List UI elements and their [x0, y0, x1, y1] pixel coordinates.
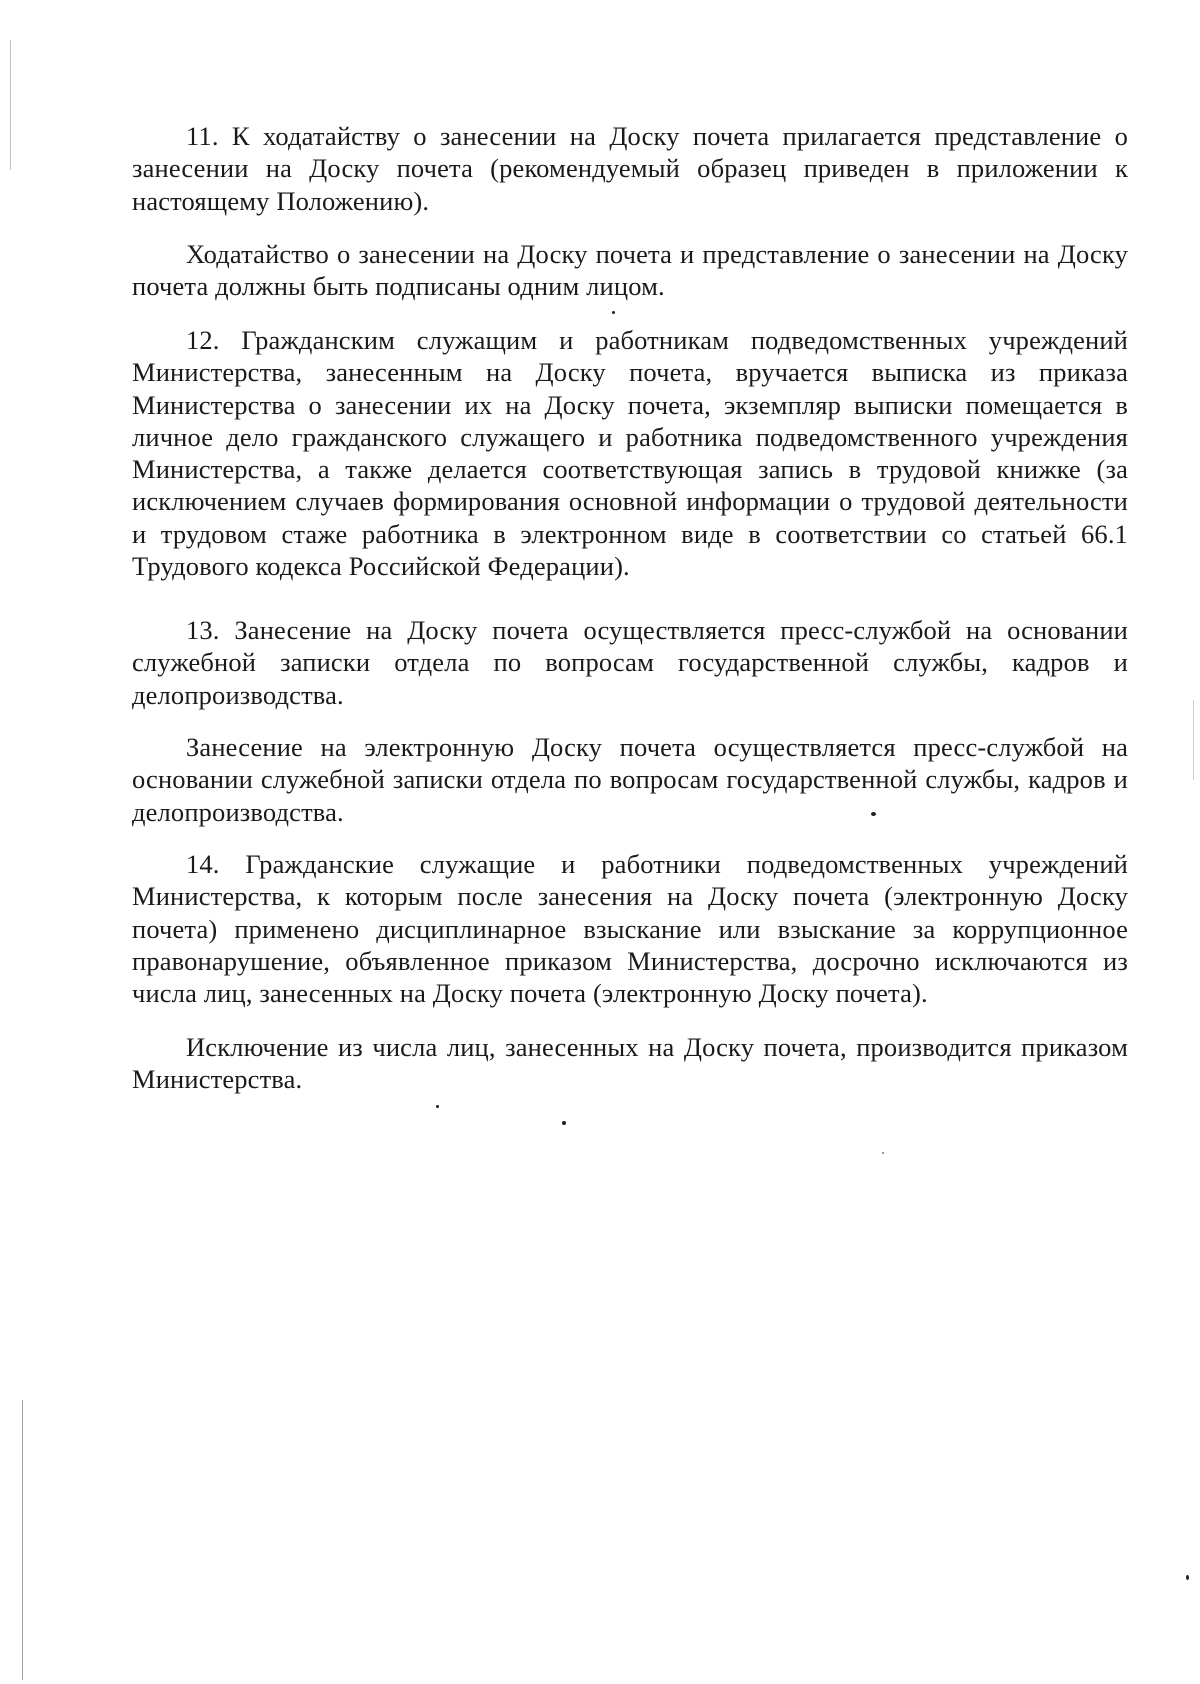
scan-edge-mark-right [1193, 700, 1194, 780]
speck [436, 1105, 439, 1108]
paragraph-electronic-board: Занесение на электронную Доску почета осуществляется пресс-службой на основании служебной записки отдела по вопросам государственной службы, кадров и делопроизводства. [132, 732, 1128, 827]
scan-edge-mark-top-left [10, 40, 11, 170]
paragraph-exclusion: Исключение из числа лиц, занесенных на Доску почета, производится приказом Министерства. [132, 1032, 1128, 1095]
body-text [132, 614, 1128, 711]
paragraph-12: 12. Гражданским служащим и работникам подведомственных учреждений Министерства, занесенным на Доску почета, вручается выписка из приказа Министерства о занесении их на Доску почета, экземпляр выписки помещается в личное дело гражданского служащего и работника подведомственного учреждения Министерства, а также делается соответствующая запись в трудовой книжке (за исключением случаев формирования основной информации о трудовой деятельности и трудовом стаже работника в электронном виде в соответствии со статьей 66.1 Трудового кодекса Российской Федерации). [132, 325, 1128, 582]
body-text [132, 238, 1128, 303]
paragraph-13: 13. Занесение на Доску почета осуществляется пресс-службой на основании служебной записки отдела по вопросам государственной службы, кадров и делопроизводства. [132, 615, 1128, 710]
paragraph-14: 14. Гражданские служащие и работники подведомственных учреждений Министерства, к которым после занесения на Доску почета (электронную Доску почета) применено дисциплинарное взыскание или взыскание за коррупционное правонарушение, объявленное приказом Министерства, досрочно исключаются из числа лиц, занесенных на Доску почета (электронную Доску почета). [132, 849, 1128, 1009]
body-text [132, 120, 1128, 217]
scan-edge-mark-bottom-left [22, 1400, 23, 1680]
body-text [132, 731, 1128, 828]
speck [562, 1121, 566, 1125]
body-text [132, 1031, 1128, 1096]
speck [612, 311, 615, 314]
speck [1186, 1575, 1189, 1580]
body-text [132, 324, 1128, 582]
body-text [132, 848, 1128, 1009]
paragraph-signature-requirement: Ходатайство о занесении на Доску почета и представление о занесении на Доску почета должны быть подписаны одним лицом. [132, 239, 1128, 302]
speck [882, 1152, 884, 1154]
paragraph-11: 11. К ходатайству о занесении на Доску почета прилагается представление о занесении на Доску почета (рекомендуемый образец приведен в приложении к настоящему Положению). [132, 121, 1128, 216]
